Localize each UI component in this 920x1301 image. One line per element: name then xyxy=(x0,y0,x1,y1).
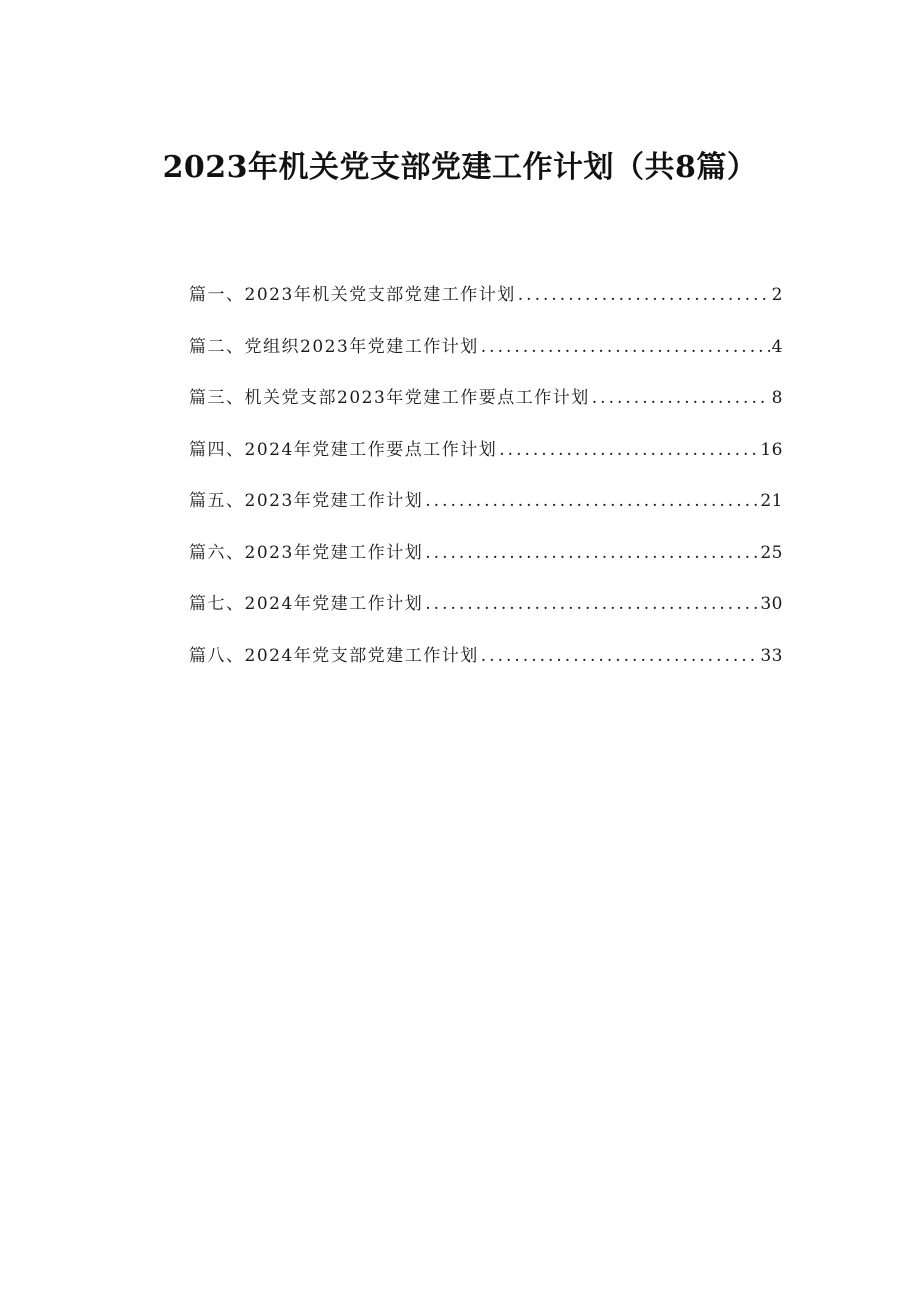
toc-entry-label: 篇一、2023年机关党支部党建工作计划 xyxy=(189,285,516,305)
toc-entry-2[interactable] xyxy=(189,330,783,382)
toc-page-number: 16 xyxy=(760,439,783,460)
toc-entry-5[interactable] xyxy=(189,484,783,536)
toc-entry-label: 篇六、2023年党建工作计划 xyxy=(189,542,424,563)
toc-entry-1[interactable] xyxy=(189,278,783,330)
toc-dot-leader xyxy=(425,587,758,621)
toc-entry-label: 篇三、机关党支部2023年党建工作要点工作计划 xyxy=(189,388,590,408)
toc-dot-leader xyxy=(518,278,770,312)
toc-entry-8[interactable] xyxy=(189,639,783,691)
toc-entry-label: 篇二、党组织2023年党建工作计划 xyxy=(189,336,479,357)
toc-entry-label: 篇七、2024年党建工作计划 xyxy=(189,594,424,614)
toc-page-number: 30 xyxy=(760,594,783,614)
toc-page-number: 21 xyxy=(760,491,783,511)
toc-entry-label: 篇八、2024年党支部党建工作计划 xyxy=(189,645,479,666)
toc-dot-leader xyxy=(481,639,759,673)
toc-entry-7[interactable] xyxy=(189,587,783,639)
toc-entry-6[interactable] xyxy=(189,536,783,588)
toc-entry-label: 篇四、2024年党建工作要点工作计划 xyxy=(189,439,498,460)
toc-page-number: 25 xyxy=(760,542,783,563)
toc-page-number: 4 xyxy=(771,336,783,357)
toc-dot-leader xyxy=(425,536,758,570)
toc-dot-leader xyxy=(592,381,770,415)
toc-entry-3[interactable] xyxy=(189,381,783,433)
toc-entry-4[interactable] xyxy=(189,433,783,485)
toc-entry-label: 篇五、2023年党建工作计划 xyxy=(189,491,424,511)
toc-page-number: 2 xyxy=(771,285,783,305)
toc-dot-leader xyxy=(481,330,770,364)
document-title: 2023年机关党支部党建工作计划（共8篇） xyxy=(162,150,758,185)
toc-page-number: 8 xyxy=(771,388,783,408)
table-of-contents xyxy=(189,278,783,690)
toc-dot-leader xyxy=(425,484,758,518)
toc-page-number: 33 xyxy=(760,645,783,666)
toc-dot-leader xyxy=(499,433,758,467)
